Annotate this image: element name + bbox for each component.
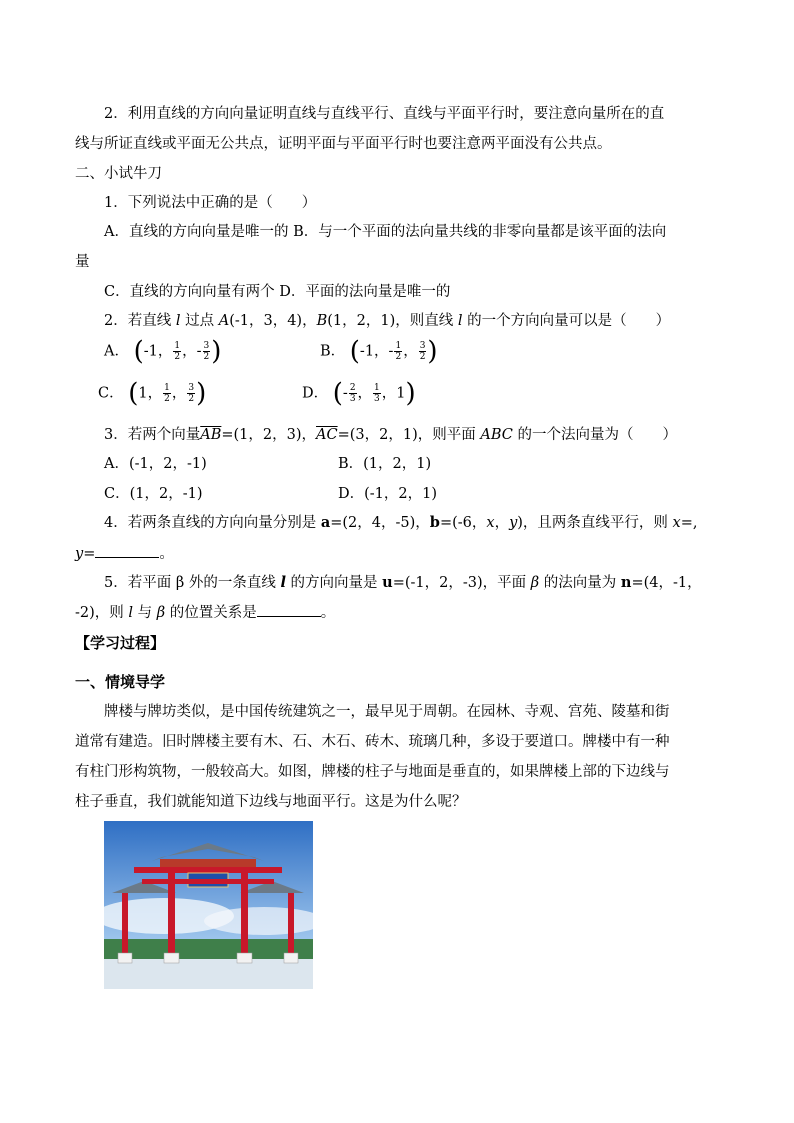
paragraph-line-2: 道常有建造。旧时牌楼主要有木、石、木石、砖木、琉璃几种，多设于要道口。牌楼中有一种 <box>75 734 670 750</box>
q2-option-d: D． (- $\frac{2}{3}$ ， $\frac{1}{3}$ ，1) <box>302 378 416 409</box>
paragraph-line-1: 牌楼与牌坊类似，是中国传统建筑之一，最早见于周朝。在园林、寺观、宫苑、陵墓和街 <box>104 704 670 720</box>
q5-stem-cont: -2)，则 l 与 β 的位置关系是 。 <box>75 602 335 623</box>
learning-process-heading: 【学习过程】 <box>75 634 166 652</box>
q5-stem: 5．若平面 β 外的一条直线 l 的方向向量是 u=(-1，2，-3)，平面 β 的法向量为 n=(4，-1， <box>104 574 702 591</box>
situation-heading: 一、情境导学 <box>75 673 166 691</box>
intro-line-2: 线与所证直线或平面无公共点，证明平面与平面平行时也要注意两平面没有公共点。 <box>75 136 612 152</box>
q3-option-b: B．(1，2，1) <box>338 456 432 472</box>
q1-stem: 1．下列说法中正确的是（ ） <box>104 195 317 211</box>
q1-options-ab-cont: 量 <box>75 254 90 270</box>
paifang-archway-image <box>104 821 313 989</box>
q2-option-c: C． (1， $\frac{1}{2}$ ， $\frac{3}{2}$ ) <box>98 378 207 409</box>
answer-blank[interactable] <box>257 602 321 617</box>
q3-option-a: A．(-1，2，-1) <box>104 456 207 472</box>
q3-option-c: C．(1，2，-1) <box>104 486 203 502</box>
q1-options-ab: A．直线的方向向量是唯一的 B．与一个平面的法向量共线的非零向量都是该平面的法向 <box>104 224 667 240</box>
q2-option-a: A． (-1， $\frac{1}{2}$ ，- $\frac{3}{2}$ ) <box>104 336 222 367</box>
paragraph-line-4: 柱子垂直，我们就能知道下边线与地面平行。这是为什么呢？ <box>75 794 467 810</box>
intro-line-1: 2．利用直线的方向向量证明直线与直线平行、直线与平面平行时，要注意向量所在的直 <box>104 106 665 122</box>
q2-option-b: B． (-1，- $\frac{1}{2}$ ， $\frac{3}{2}$ ) <box>320 336 438 367</box>
q4-stem-cont: y= 。 <box>75 543 174 564</box>
section-title-practice: 二、小试牛刀 <box>75 166 162 182</box>
q1-options-cd: C．直线的方向向量有两个 D．平面的法向量是唯一的 <box>104 284 451 300</box>
q4-stem: 4．若两条直线的方向向量分别是 a=(2，4，-5)，b=(-6，x，y)，且两条直线平行，则 x=, <box>104 514 698 531</box>
q3-stem: 3．若两个向量$\overline{AB}=(1$，2，3)，$\overline{AC}=(3$，2，1)，则平面 ABC 的一个法向量为（ ） <box>104 427 677 443</box>
q3-option-d: D．(-1，2，1) <box>338 486 438 502</box>
answer-blank[interactable] <box>95 543 159 558</box>
q2-stem: 2．若直线 l 过点 A(-1，3，4)，B(1，2，1)，则直线 l 的一个方向向量可以是（ ） <box>104 313 671 329</box>
paragraph-line-3: 有柱门形构筑物，一般较高大。如图，牌楼的柱子与地面是垂直的，如果牌楼上部的下边线与 <box>75 764 670 780</box>
